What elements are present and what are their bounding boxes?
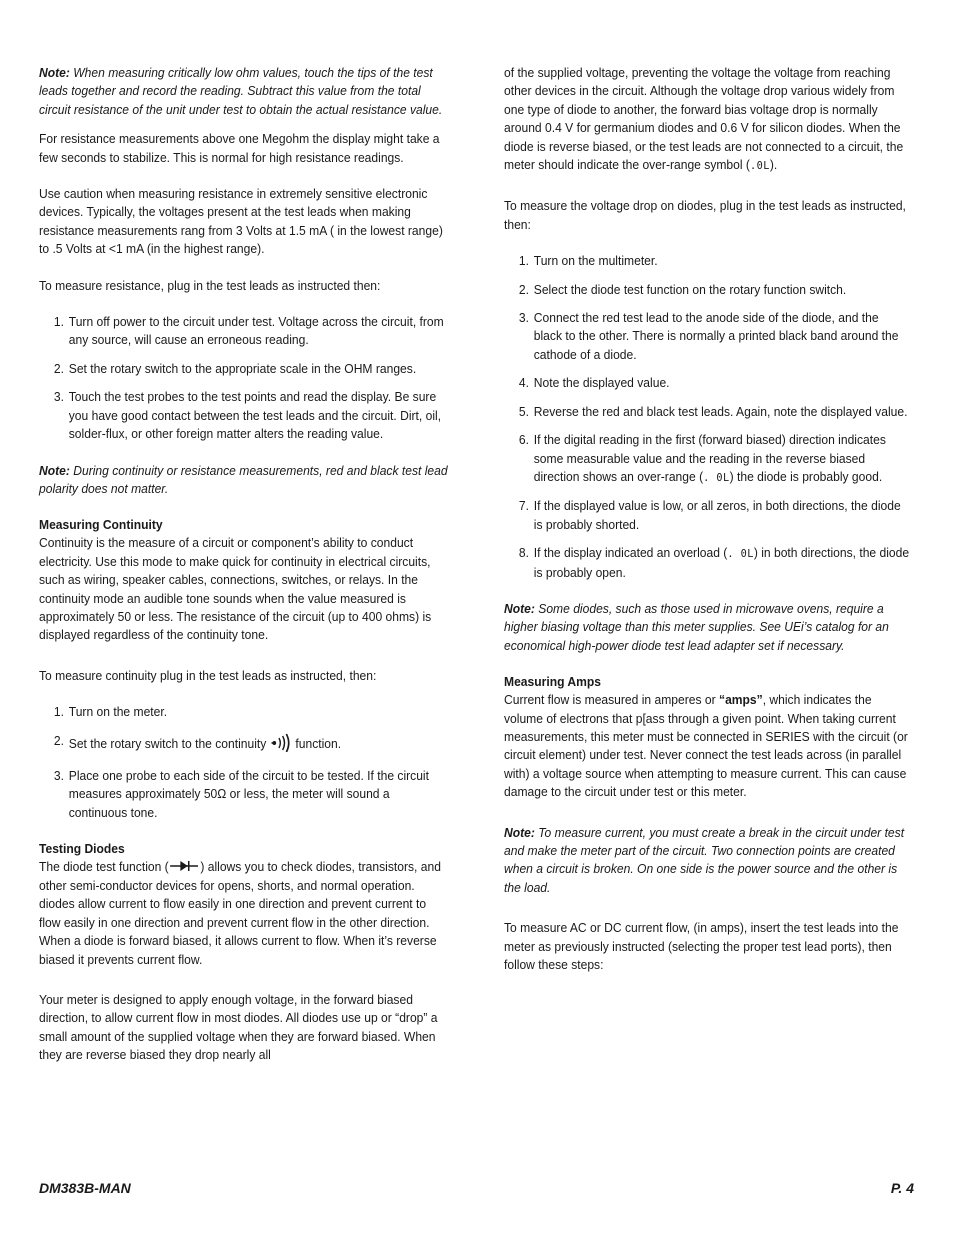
list-item: 6. If the digital reading in the first (forward biased) direction indicates some measurable value and the reading in the reverse biased direction shows an over-range (. 0L) the diode is probably good.: [518, 432, 886, 484]
list-item: 5. Reverse the red and black test leads. Again, note the displayed value.: [518, 403, 908, 419]
diode-icon: [169, 859, 201, 877]
paragraph-measure-continuity: To measure continuity plug in the test leads as instructed, then:: [39, 667, 377, 683]
list-item: 1. Turn on the meter.: [53, 704, 168, 720]
note-polarity: [39, 462, 449, 499]
continuity-icon: [270, 732, 292, 757]
paragraph-measure-amps: To measure AC or DC current flow, (in amps), insert the test leads into the meter as previously instructed (selecting the proper test lead ports), then follow these steps:: [504, 920, 899, 973]
paragraph-measure-voltage-drop: To measure the voltage drop on diodes, plug in the test leads as instructed, then:: [504, 198, 906, 232]
paragraph-continuity: Continuity is the measure of a circuit or component’s ability to conduct electricity. Use this mode to make quick for continuity in electrical circuits, such as wiring, speaker cables, connections, switches, or relays. In the continuity mode an audible tone sounds when the value measured is approximately 50 or less. The resistance of the circuit (up to 400 ohms) is displayed regardless of the continuity tone.: [39, 535, 432, 643]
note-label: Note:: [39, 65, 70, 80]
paragraph-diodes: The diode test function ( ) allows you to check diodes, transistors, and other semi-conductor devices for opens, shorts, and normal operation. diodes allow current to flow easily in one direction and prevent current to flow easily in one direction and prevent current flow in the other direction. When a diode is forward biased, it allows current to flow. When it’s reverse biased it prevents current flow.: [39, 859, 441, 967]
paragraph-measure-resistance: To measure resistance, plug in the test leads as instructed then:: [39, 277, 381, 293]
diode-steps-list: [504, 252, 912, 582]
note-text: Some diodes, such as those used in microwave ovens, require a higher biasing voltage than this meter supplies. See UEi’s catalog for an economical high-power diode test lead adapter set if necessary.: [504, 600, 889, 653]
heading-measuring-continuity: Measuring Continuity: [39, 517, 163, 533]
amps-term: “amps”: [719, 692, 763, 708]
note-current-break: [504, 824, 910, 898]
right-column: [504, 64, 912, 974]
over-range-symbol: .0L: [749, 159, 770, 173]
list-item: 2. Set the rotary switch to the continuity function.: [39, 732, 448, 757]
over-range-symbol: . 0L: [703, 470, 730, 484]
note-text: During continuity or resistance measurements, red and black test lead polarity does not matter.: [39, 462, 448, 496]
list-item: 3. Place one probe to each side of the circuit to be tested. If the circuit measures approximately 50Ω or less, the meter will sound a continuous tone.: [53, 767, 429, 820]
resistance-steps-list: [39, 313, 451, 443]
list-item: 1. Turn on the multimeter.: [518, 253, 658, 269]
note-text: To measure current, you must create a break in the circuit under test and make the meter part of the circuit. Two connection points are created when a circuit is broken. On one side is the power source and the other is the load.: [504, 824, 905, 895]
list-item: 3. Connect the red test lead to the anode side of the diode, and the black to the other. There is normally a printed black band around the cathode of a diode.: [518, 310, 899, 362]
heading-measuring-amps: Measuring Amps: [504, 674, 601, 690]
note-label: Note:: [39, 462, 70, 478]
list-item: 4. Note the displayed value.: [518, 375, 670, 391]
list-item: 7. If the displayed value is low, or all zeros, in both directions, the diode is probably shorted.: [518, 498, 901, 532]
footer-doc-id: DM383B-MAN: [39, 1180, 131, 1196]
heading-testing-diodes: Testing Diodes: [39, 841, 125, 857]
left-column: [39, 64, 451, 1065]
paragraph-caution: Use caution when measuring resistance in extremely sensitive electronic devices. Typically, the voltages present at the test leads when making resistance measurements rang from 3 Volts at 1.5 mA ( in the lowest range) to .5 Volts at <1 mA (in the highest range).: [39, 186, 443, 257]
continuity-steps-list: [39, 703, 451, 822]
note-low-ohm: [39, 64, 449, 119]
note-label: Note:: [504, 824, 535, 840]
list-item: 2. Select the diode test function on the rotary function switch.: [518, 281, 847, 297]
list-item: 8. If the display indicated an overload (. 0L) in both directions, the diode is probably open.: [518, 545, 910, 580]
list-item: 3. Touch the test probes to the test points and read the display. Be sure you have good contact between the test leads and the circuit. Dirt, oil, solder-flux, or other foreign matter alters the reading value.: [53, 389, 442, 442]
paragraph-over-range: of the supplied voltage, preventing the voltage the voltage from reaching other devices in the circuit. Although the voltage drop various widely from one type of diode to another, the forward bias voltage drop is normally around 0.4 V for germanium diodes and 0.6 V for silicon diodes. When the diode is reverse biased, or the test leads are not connected to a circuit, the meter should indicate the over-range symbol (.0L).: [504, 65, 904, 173]
note-biasing-voltage: [504, 600, 910, 655]
paragraph-amps: Current flow is measured in amperes or “amps”, which indicates the volume of electrons that p[ass through a given point. When taking current measurements, this meter must be connected in SERIES with the circuit (or circuit element) under test. Never connect the test leads across (in parallel with) a voltage source when attempting to measure current. This can cause damage to the circuit under test or this meter.: [504, 692, 908, 800]
overload-symbol: . 0L: [727, 547, 754, 561]
list-item: 1. Turn off power to the circuit under test. Voltage across the circuit, from any source, will cause an erroneous reading.: [53, 314, 444, 348]
paragraph-forward-bias: Your meter is designed to apply enough voltage, in the forward biased direction, to allow current flow in most diodes. All diodes use up or “drop” a small amount of the supplied voltage when they are forward biased. When they are reverse biased they drop nearly all: [39, 991, 438, 1063]
footer-page-number: P. 4: [890, 1180, 914, 1196]
note-text: When measuring critically low ohm values, touch the tips of the test leads together and record the reading. Subtract this value from the total circuit resistance of the unit under test to obtain the actual resistance value.: [39, 65, 443, 117]
note-label: Note:: [504, 600, 535, 616]
list-item: 2. Set the rotary switch to the appropriate scale in the OHM ranges.: [53, 360, 417, 376]
paragraph-megohm: For resistance measurements above one Megohm the display might take a few seconds to stabilize. This is normal for high resistance readings.: [39, 131, 440, 165]
